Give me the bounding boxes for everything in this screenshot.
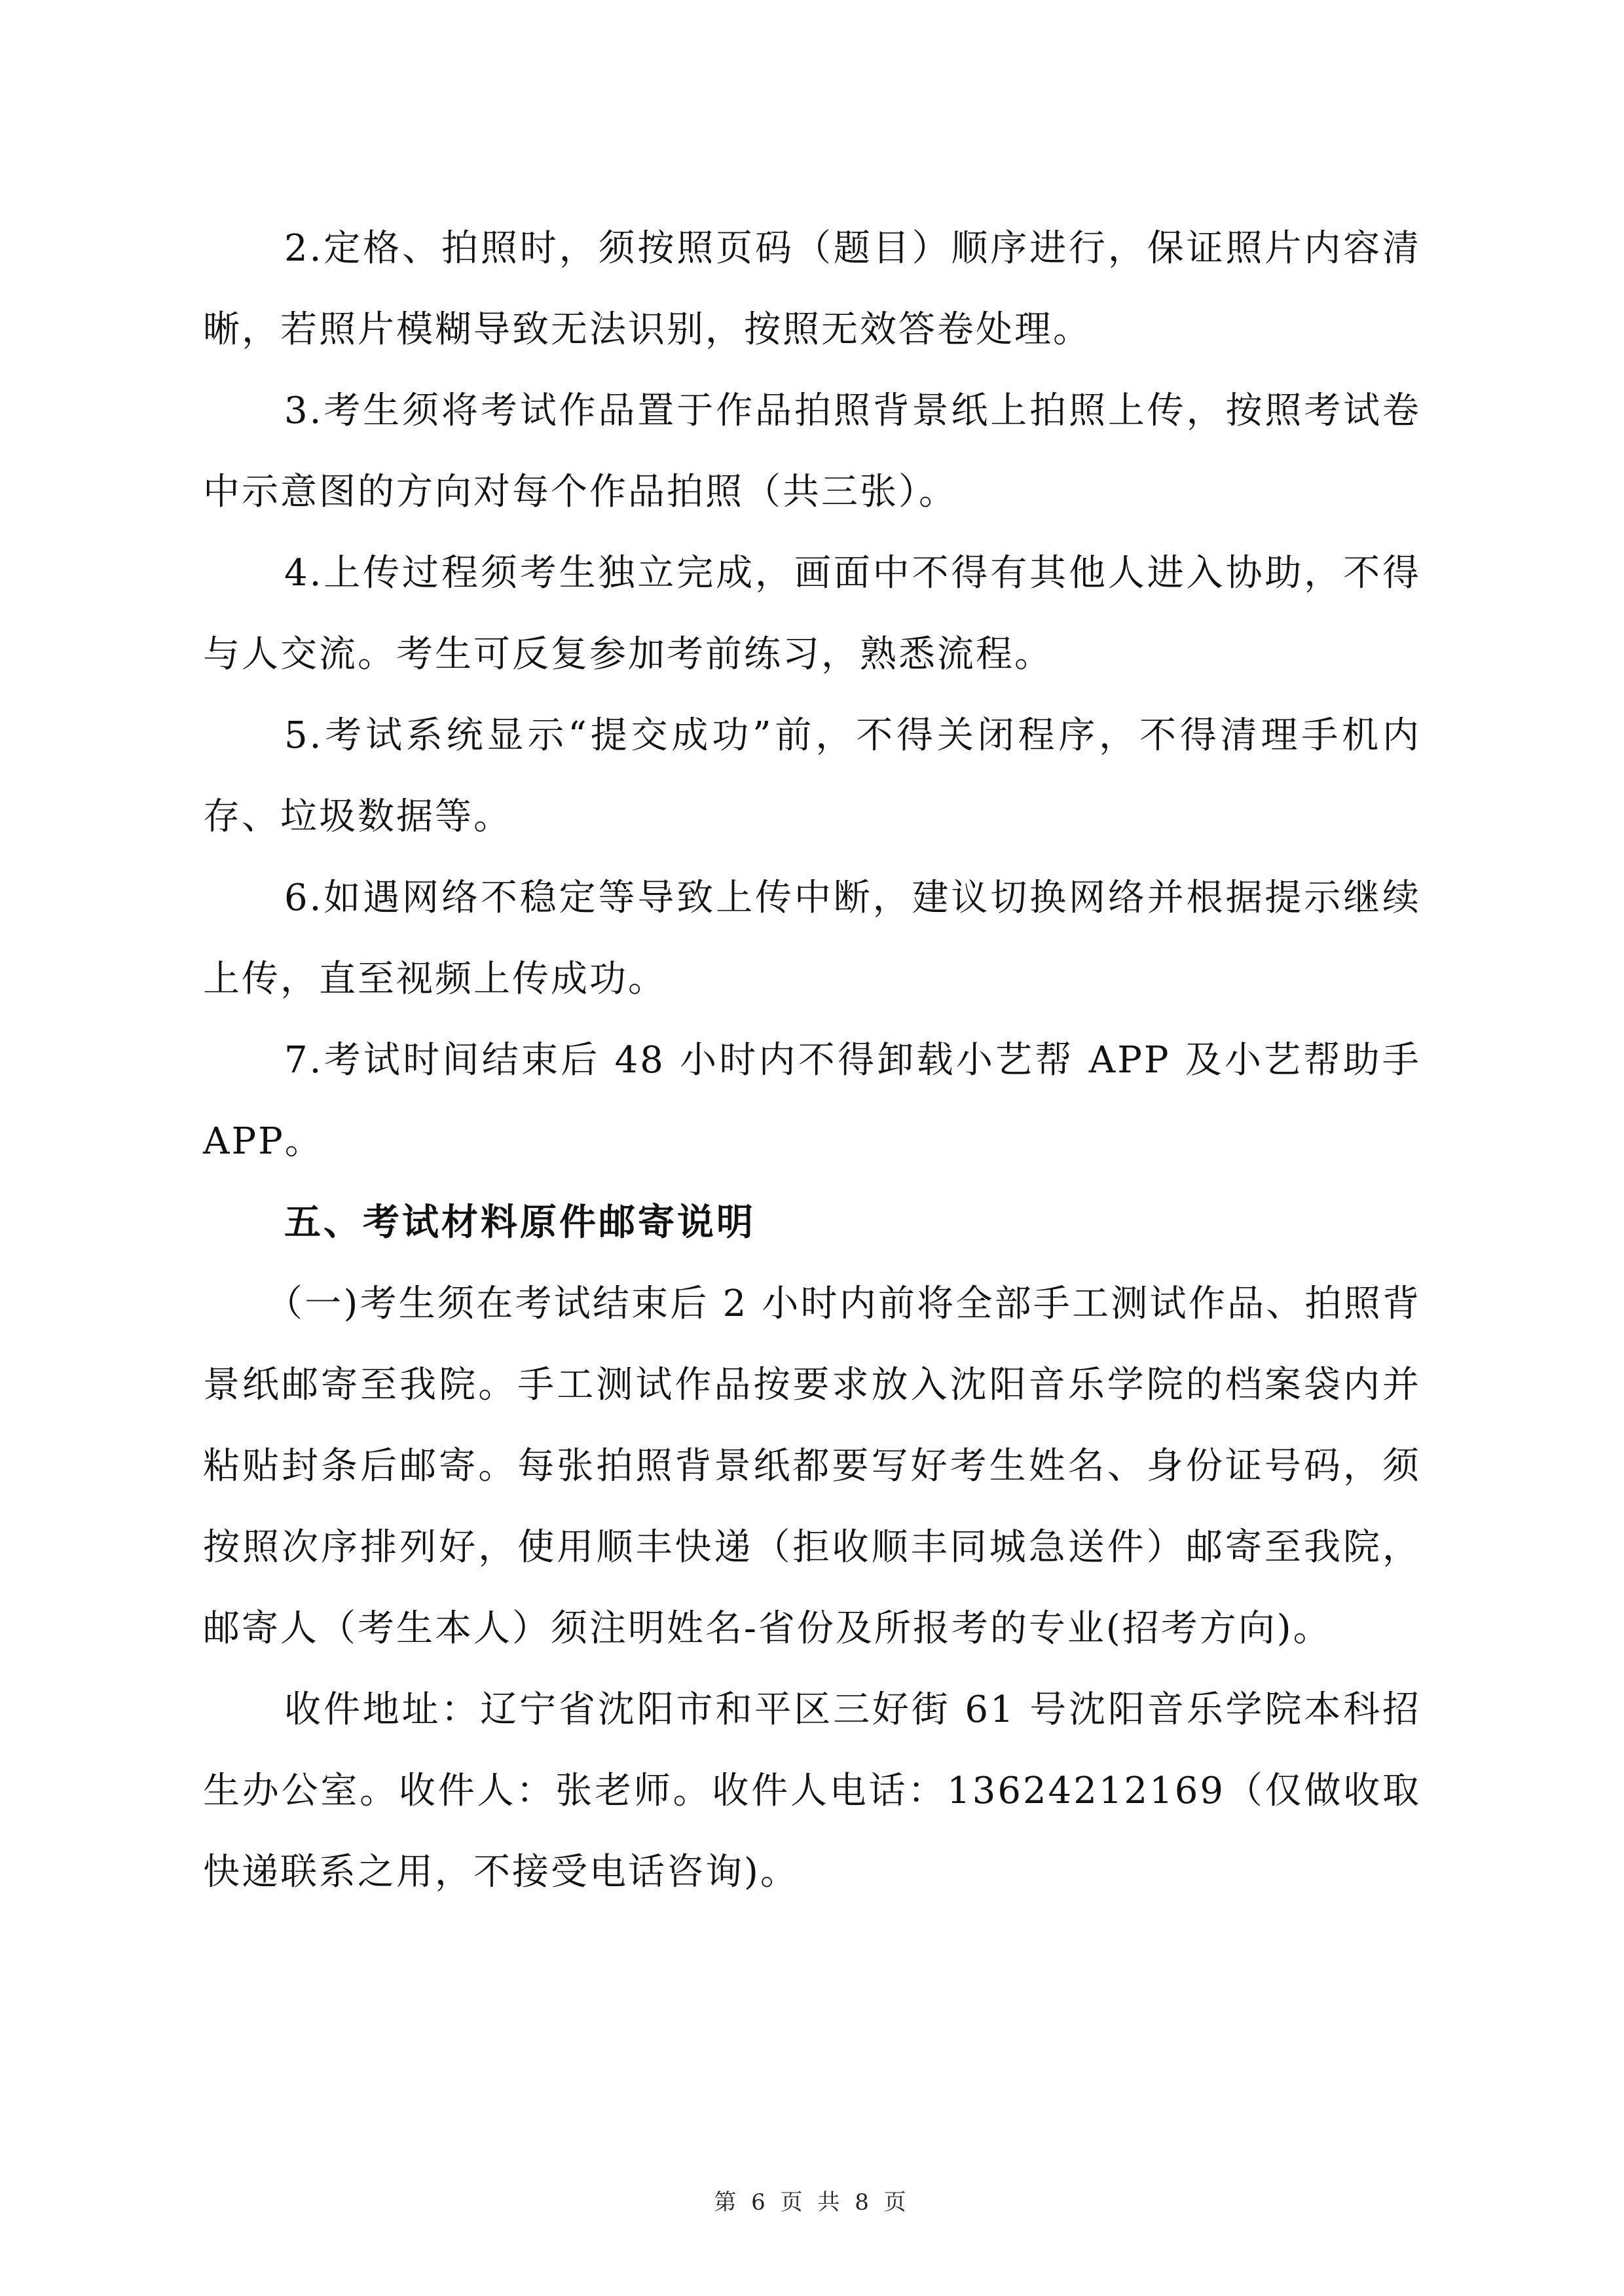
paragraph-item-2: 2.定格、拍照时，须按照页码（题目）顺序进行，保证照片内容清晰，若照片模糊导致无法识别，按照无效答卷处理。 <box>203 227 1421 351</box>
paragraph-item-6: 6.如遇网络不稳定等导致上传中断，建议切换网络并根据提示继续上传，直至视频上传成功。 <box>203 877 1421 1000</box>
section-heading: 五、考试材料原件邮寄说明 <box>284 1201 756 1244</box>
page-number-footer: 第 6 页 共 8 页 <box>714 2189 910 2215</box>
paragraph-item-4: 4.上传过程须考生独立完成，画面中不得有其他人进入协助，不得与人交流。考生可反复参加考前练习，熟悉流程。 <box>203 552 1421 676</box>
mail-instructions-paragraph: （一)考生须在考试结束后 2 小时内前将全部手工测试作品、拍照背景纸邮寄至我院。手工测试作品按要求放入沈阳音乐学院的档案袋内并粘贴封条后邮寄。每张拍照背景纸都要写好考生姓名、身份证号码，须按照次序排列好，使用顺丰快递（拒收顺丰同城急送件）邮寄至我院，邮寄人（考生本人）须注明姓名-省份及所报考的专业(招考方向)。 <box>203 1283 1421 1650</box>
paragraph-item-3: 3.考生须将考试作品置于作品拍照背景纸上拍照上传，按照考试卷中示意图的方向对每个作品拍照（共三张）。 <box>203 390 1421 513</box>
document-body <box>203 208 1421 1913</box>
address-paragraph: 收件地址：辽宁省沈阳市和平区三好街 61 号沈阳音乐学院本科招生办公室。收件人：张老师。收件人电话：13624212169（仅做收取快递联系之用，不接受电话咨询)。 <box>203 1688 1421 1893</box>
paragraph-item-7: 7.考试时间结束后 48 小时内不得卸载小艺帮 APP 及小艺帮助手 APP。 <box>203 1039 1421 1163</box>
paragraph-item-5: 5.考试系统显示“提交成功”前，不得关闭程序，不得清理手机内存、垃圾数据等。 <box>203 714 1421 838</box>
